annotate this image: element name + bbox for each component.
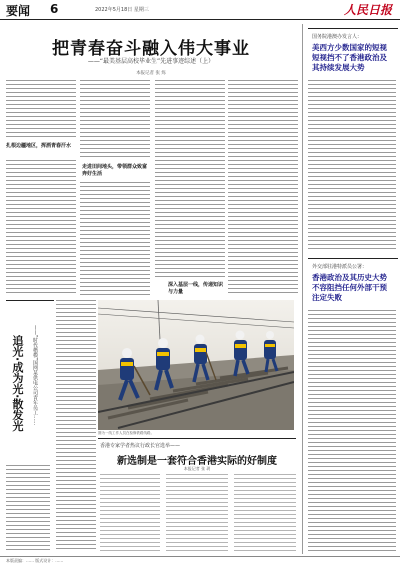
article-body-text — [6, 80, 76, 140]
lower-article-kicker: 香港专家学者热议行政长官选举—— — [100, 443, 181, 449]
article-body-text — [308, 80, 396, 252]
main-article-subtitle: ——“最美基层高校毕业生”先进事迹综述（上） — [87, 58, 215, 65]
article-body-text — [6, 465, 50, 553]
page-footer — [0, 556, 400, 565]
article-body-text — [308, 310, 396, 553]
article-body-text — [100, 474, 160, 554]
article-body-text — [56, 300, 96, 552]
article-body-text — [234, 474, 296, 554]
section-rule — [308, 28, 398, 29]
main-article-title: 把青春奋斗融入伟大事业 — [52, 39, 250, 59]
main-article-byline: 本报记者 张 烁 — [136, 71, 166, 76]
main-article-subhead: 深入基层一线，传递知识与力量 — [168, 282, 224, 295]
right-top-title: 美西方少数国家的短视短视挡不了香港政治及其持续发展大势 — [312, 43, 387, 72]
side-article-subtitle: ——“时代楷模”国网某供电公司青年员工…… — [32, 325, 38, 426]
main-article-subhead: 走进田间地头，带领群众致富奔好生活 — [82, 164, 148, 177]
lower-article-byline: 本报记者 张 玥 — [183, 466, 211, 471]
column-divider — [302, 24, 303, 554]
newspaper-masthead: 人民日报 — [343, 3, 392, 17]
right-bottom-kicker: 外交部驻港特派员公署： — [312, 264, 368, 270]
section-rule — [308, 258, 398, 259]
right-bottom-title: 香港政治及其历史大势不容阻挡任何外部干预注定失败 — [312, 273, 387, 302]
news-photo — [98, 300, 294, 430]
article-body-text — [80, 182, 150, 295]
article-body-text — [155, 80, 225, 280]
section-rule — [98, 438, 296, 439]
issue-date: 2022年5月18日 星期三 — [95, 7, 149, 13]
railway-workers-photo — [98, 300, 294, 430]
photo-caption: 图为一线工作人员在检修铁路线路。 — [98, 431, 154, 435]
side-article-title: 追光·成为光·散发光 — [11, 335, 24, 432]
article-body-text — [6, 160, 76, 295]
section-name: 要闻 — [6, 4, 31, 18]
page-header — [0, 0, 400, 20]
article-body-text — [166, 474, 228, 554]
lower-article-title: 新选制是一套符合香港实际的好制度 — [117, 456, 277, 467]
article-body-text — [80, 80, 150, 160]
right-top-kicker: 国务院港澳办发言人： — [312, 34, 363, 40]
page-number: 6 — [50, 2, 59, 16]
footer-text: 本版责编：…… 版式设计：…… — [6, 558, 64, 563]
article-body-text — [228, 80, 298, 295]
main-article-subhead: 扎根边疆地区，挥洒青春汗水 — [6, 143, 72, 149]
